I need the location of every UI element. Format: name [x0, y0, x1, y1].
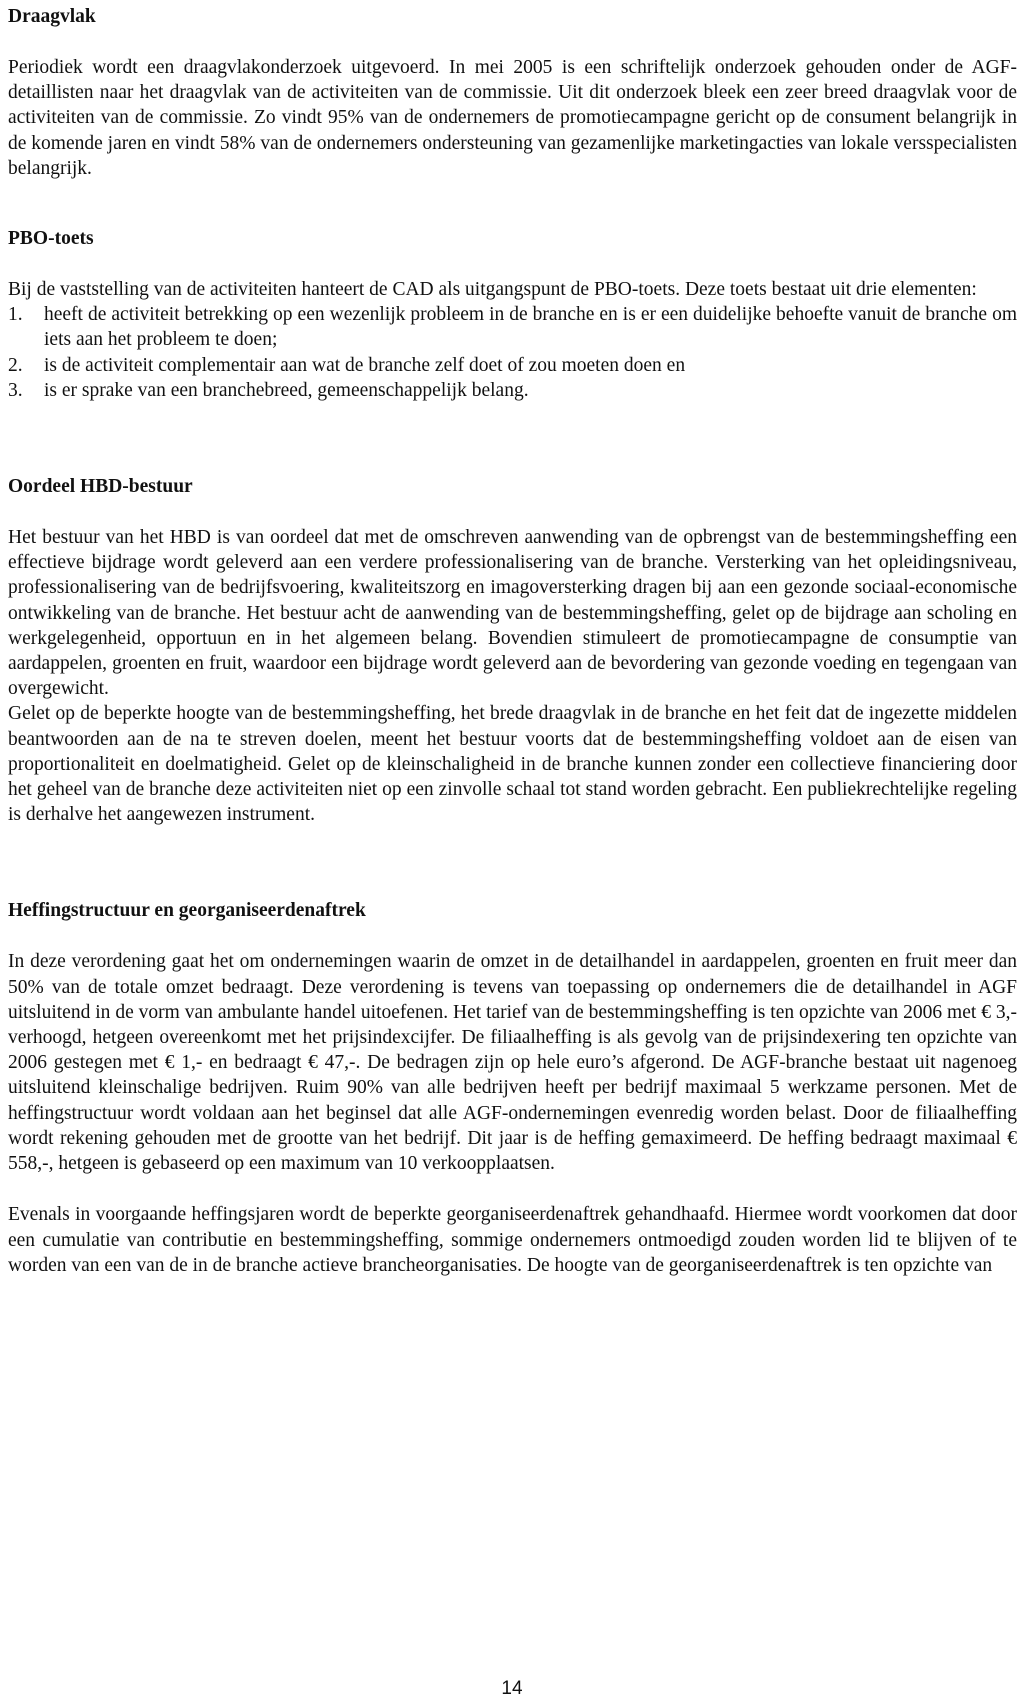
list-item-text: heeft de activiteit betrekking op een wezenlijk probleem in de branche en is er een duidelijke behoefte vanuit de branche om iets aan het probleem te doen;: [44, 304, 1017, 351]
list-item-number: 3.: [8, 379, 23, 401]
list-item: [8, 353, 1017, 378]
paragraph-heffingstructuur-2: Evenals in voorgaande heffingsjaren wordt de beperkte georganiseerdenaftrek gehandhaafd. Hiermee wordt voorkomen dat door een cumulatie van contributie en bestemmingsheffing, sommige ondernemers ontmoedigd zouden worden lid te blijven of te worden van een van de in de branche actieve brancheorganisaties. De hoogte van de georganiseerdenaftrek is ten opzichte van: [8, 1204, 1017, 1276]
paragraph-heffingstructuur-1: In deze verordening gaat het om ondernemingen waarin de omzet in de detailhandel in aardappelen, groenten en fruit meer dan 50% van de totale omzet bedraagt. Deze verordening is tevens van toepassing op ondernemers die de detailhandel in AGF uitsluitend in de vorm van ambulante handel uitoefenen. Het tarief van de bestemmingsheffing is ten opzichte van 2006 met € 3,- verhoogd, hetgeen overeenkomt met het prijsindexcijfer. De filiaalheffing is als gevolg van de prijsindexering ten opzichte van 2006 gestegen met € 1,- en bedraagt € 47,-. De bedragen zijn op hele euro’s afgerond. De AGF-branche bestaat uit nagenoeg uitsluitend kleinschalige bedrijven. Ruim 90% van alle bedrijven heeft per bedrijf maximaal 5 werkzame personen. Met de heffingstructuur wordt voldaan aan het beginsel dat alle AGF-ondernemingen evenredig worden belast. Door de filiaalheffing wordt rekening gehouden met de grootte van het bedrijf. Dit jaar is de heffing gemaximeerd. De heffing bedraagt maximaal € 558,-, hetgeen is gebaseerd op een maximum van 10 verkoopplaatsen.: [8, 951, 1017, 1175]
list-item: [8, 378, 1017, 403]
section-heading-draagvlak: Draagvlak: [8, 6, 96, 27]
section-heading-pbo-toets: PBO-toets: [8, 228, 94, 250]
list-item-number: 1.: [8, 304, 23, 326]
pbo-criteria-list: [8, 302, 1017, 403]
paragraph-oordeel-2: Gelet op de beperkte hoogte van de bestemmingsheffing, het brede draagvlak in de branche en het feit dat de ingezette middelen beantwoorden aan de na te streven doelen, meent het bestuur voorts dat de bestemmingsheffing voldoet aan de eisen van proportionaliteit en doelmatigheid. Gelet op de kleinschaligheid in de branche kunnen zonder een collectieve financiering door het geheel van de branche deze activiteiten niet op een zinvolle schaal tot stand worden gebracht. Een publiekrechtelijke regeling is derhalve het aangewezen instrument.: [8, 703, 1017, 826]
section-heading-heffingstructuur: Heffingstructuur en georganiseerdenaftrek: [8, 900, 366, 922]
paragraph-oordeel-1: Het bestuur van het HBD is van oordeel dat met de omschreven aanwending van de opbrengst van de bestemmingsheffing een effectieve bijdrage wordt geleverd aan een verdere professionalisering van de branche. Versterking van het opleidingsniveau, professionalisering van de bedrijfsvoering, kwaliteitszorg en imagoversterking dragen bij aan een gezonde sociaal-economische ontwikkeling van de branche. Het bestuur acht de aanwending van de bestemmingsheffing, gelet op de bijdrage aan scholing en werkgelegenheid, opportuun en in het algemeen belang. Bovendien stimuleert de promotiecampagne de consumptie van aardappelen, groenten en fruit, waardoor een bijdrage wordt geleverd aan de bevordering van gezonde voeding en tegengaan van overgewicht.: [8, 527, 1017, 700]
document-page: [8, 0, 1017, 1278]
paragraph-pbo-intro: Bij de vaststelling van de activiteiten hanteert de CAD als uitgangspunt de PBO-toets. Deze toets bestaat uit drie elementen:: [8, 279, 977, 301]
paragraph-draagvlak: Periodiek wordt een draagvlakonderzoek uitgevoerd. In mei 2005 is een schriftelijk onderzoek gehouden onder de AGF-detaillisten naar het draagvlak van de activiteiten van de commissie. Uit dit onderzoek bleek een zeer breed draagvlak voor de activiteiten van de commissie. Zo vindt 95% van de ondernemers de promotiecampagne gericht op de consument belangrijk in de komende jaren en vindt 58% van de ondernemers ondersteuning van gezamenlijke marketingacties van lokale versspecialisten belangrijk.: [8, 57, 1017, 179]
list-item-text: is de activiteit complementair aan wat de branche zelf doet of zou moeten doen en: [44, 354, 686, 376]
section-heading-oordeel: Oordeel HBD-bestuur: [8, 476, 193, 498]
page-number: 14: [501, 1678, 523, 1699]
list-item: [8, 302, 1017, 352]
list-item-number: 2.: [8, 354, 23, 376]
list-item-text: is er sprake van een branchebreed, gemeenschappelijk belang.: [44, 379, 529, 401]
